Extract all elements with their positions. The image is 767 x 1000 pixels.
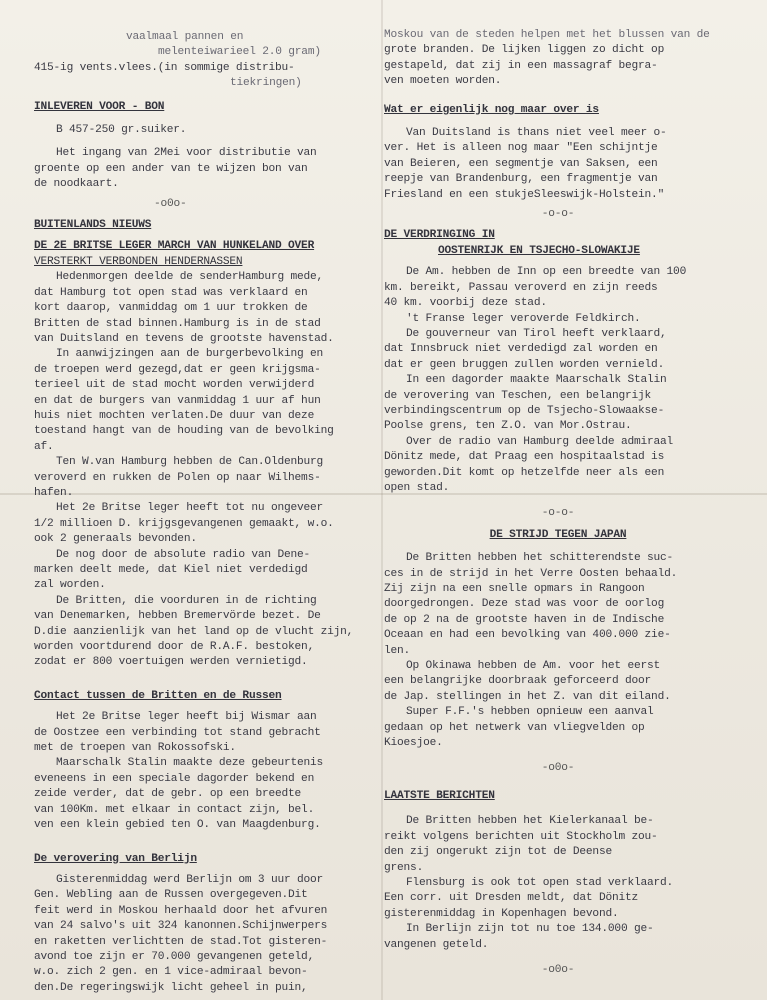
section-heading-buitenland: BUITENLANDS NIEUWS — [34, 219, 152, 232]
text-line: verbindingscentrum op de Tsjecho-Slowaakse- — [384, 404, 665, 417]
text-line: De Britten hebben het schitterendste suc- — [406, 552, 674, 565]
section-berlijn — [34, 873, 376, 996]
text-line: van Duitsland en tevens de grootste havenstad. — [34, 332, 334, 345]
text-line: Het ingang van 2Mei voor distributie van — [56, 147, 317, 160]
text-line: Britten de stad binnen.Hamburg is in de stad — [34, 317, 321, 330]
text-line: de Jap. stellingen in het Z. van dit eiland. — [384, 690, 671, 703]
section-contact — [34, 710, 376, 833]
text-line: vangenen geteld. — [384, 938, 489, 951]
text-line: reikt volgens berichten uit Stockholm zou- — [384, 830, 658, 843]
text-line: de noodkaart. — [34, 178, 119, 191]
text-line: melenteiwarieel 2.0 gram) — [158, 46, 321, 59]
text-line: den zij ongerukt zijn tot de Deense — [384, 846, 612, 859]
left-column — [34, 0, 376, 996]
text-line: In aanwijzingen aan de burgerbevolking en — [56, 348, 324, 361]
text-line: Poolse grens, ten Z.O. van Mor.Ostrau. — [384, 420, 632, 433]
section-inleveren — [34, 123, 376, 193]
text-line: D.die aanzienlijk van het land op de vlucht zijn, — [34, 625, 354, 638]
text-line: Oceaan en had een bevolking van 400.000 zie- — [384, 629, 671, 642]
section-laatste — [384, 814, 732, 953]
text-line: open stad. — [384, 481, 450, 494]
text-line: Kioesjoe. — [384, 737, 443, 750]
text-line: grote branden. De lijken liggen zo dicht op — [384, 44, 665, 57]
section-heading-laatste: LAATSTE BERICHTEN — [384, 789, 495, 802]
section-oost — [384, 265, 732, 496]
text-line: de verovering van Teschen, een belangrijk — [384, 389, 652, 402]
text-line: doorgedrongen. Deze stad was voor de oorlog — [384, 598, 665, 611]
text-line: dat Innsbruck niet verdedigd zal worden en — [384, 343, 658, 356]
text-line: Gen. Webling aan de Russen overgegeven.Dit — [34, 889, 308, 902]
text-line: zal worden. — [34, 579, 106, 592]
text-line: w.o. zich 2 gen. en 1 vice-admiraal bevon- — [34, 966, 308, 979]
text-line: De Britten hebben het Kielerkanaal be- — [406, 815, 654, 828]
text-line: ven een klein gebied ten O. van Maagdenburg. — [34, 819, 321, 832]
text-line: Een corr. uit Dresden meldt, dat Dönitz — [384, 892, 639, 905]
text-line: zodat er 800 voertuigen werden vernietigd. — [34, 656, 308, 669]
text-line: zeide verder, dat de gebr. op een breedte — [34, 788, 302, 801]
text-line: tiekringen) — [230, 77, 302, 90]
text-line: Het 2e Britse leger heeft tot nu ongeveer — [56, 502, 324, 515]
text-line: een belangrijke doorbraak geforceerd door — [384, 675, 652, 688]
text-line: de troepen werd gezegd,dat er geen krijgsma- — [34, 363, 321, 376]
section-heading-inleveren: INLEVEREN VOOR - BON — [34, 100, 165, 113]
separator: -o0o- — [154, 197, 187, 210]
text-line: Friesland en een stukjeSleeswijk-Holstein." — [384, 188, 665, 201]
fold-line-vertical — [381, 0, 383, 1000]
text-line: en dat de burgers van vanmiddag 1 uur af hun — [34, 394, 321, 407]
left-top-fragment-2 — [34, 61, 376, 92]
right-top-fragment — [384, 0, 732, 90]
text-line: met de troepen van Rokossofski. — [34, 742, 236, 755]
section-heading-contact: Contact tussen de Britten en de Russen — [34, 689, 282, 702]
section-heading-oost-1: DE VERDRINGING IN — [384, 229, 495, 242]
text-line: de op 2 na de grootste haven in de Indische — [384, 613, 665, 626]
text-line: Hedenmorgen deelde de senderHamburg mede, — [56, 271, 324, 284]
text-line: Over de radio van Hamburg deelde admiraal — [406, 435, 674, 448]
text-line: In een dagorder maakte Maarschalk Stalin — [406, 374, 667, 387]
text-line: Maarschalk Stalin maakte deze gebeurtenis — [56, 757, 324, 770]
text-line: den.De regeringswijk licht geheel in puin, — [34, 981, 308, 994]
text-line: dat Hamburg tot open stad was verklaard en — [34, 286, 308, 299]
text-line: van Denemarken, hebben Bremervörde bezet. De — [34, 610, 321, 623]
text-line: In Berlijn zijn tot nu toe 134.000 ge- — [406, 923, 654, 936]
separator: -o-o- — [541, 507, 575, 520]
text-line: af. — [34, 440, 54, 453]
section-heading-japan: DE STRIJD TEGEN JAPAN — [489, 528, 627, 541]
text-line: kort daarop, vanmiddag om 1 uur trokken de — [34, 302, 308, 315]
section-buitenland — [34, 270, 376, 671]
left-top-fragment — [34, 0, 376, 61]
separator: -o0o- — [541, 762, 575, 775]
text-line: De Am. hebben de Inn op een breedte van 100 — [406, 266, 687, 279]
text-line: Het 2e Britse leger heeft bij Wismar aan — [56, 711, 317, 724]
text-line: 40 km. voorbij deze stad. — [384, 297, 547, 310]
text-line: De gouverneur van Tirol heeft verklaard, — [406, 327, 667, 340]
section-japan — [384, 551, 732, 751]
text-line: len. — [384, 644, 411, 657]
separator: -o-o- — [541, 208, 575, 221]
separator: -o0o- — [541, 963, 575, 976]
section-subheading-2: VERSTERKT VERBONDEN HENDERNASSEN — [34, 255, 243, 268]
text-line: Super F.F.'s hebben opnieuw een aanval — [406, 706, 654, 719]
text-line: ook 2 generaals bevonden. — [34, 533, 197, 546]
text-line: marken deelt mede, dat Kiel niet verdedigd — [34, 564, 308, 576]
text-line: toestand hangt van de houding van de bevolking — [34, 425, 334, 438]
text-line: grens. — [384, 861, 424, 874]
text-line: gestapeld, dat zij in een massagraf begra- — [384, 59, 658, 72]
section-wat — [384, 126, 732, 203]
text-line: 1/2 millioen D. krijgsgevangenen gemaakt, w.o. — [34, 517, 334, 530]
text-line: ver. Het is alleen nog maar "Een schijntje — [384, 142, 658, 155]
right-column — [384, 0, 732, 984]
text-line: Moskou van de steden helpen met het blussen van de — [384, 29, 710, 41]
text-line: geworden.Dit komt op hetzelfde neer als een — [384, 466, 665, 479]
text-line: dat er geen bruggen zullen worden vernield. — [384, 358, 665, 371]
text-line: veroverd en rukken de Polen op naar Wilhems- — [34, 471, 321, 484]
section-heading-oost-2: OOSTENRIJK EN TSJECHO-SLOWAKIJE — [438, 244, 640, 257]
text-line: Gisterenmiddag werd Berlijn om 3 uur door — [56, 873, 324, 886]
text-line: 415-ig vents.vlees.(in sommige distribu- — [34, 61, 295, 74]
text-line: van 100Km. met elkaar in contact zijn, bel. — [34, 803, 315, 816]
text-line: avond toe zijn er 70.000 gevangenen geteld, — [34, 950, 315, 963]
text-line: gisterenmiddag in Kopenhagen bevond. — [384, 907, 619, 920]
text-line: Van Duitsland is thans niet veel meer o- — [406, 127, 667, 140]
text-line: de Oostzee een verbinding tot stand gebracht — [34, 726, 321, 739]
text-line: eveneens in een speciale dagorder bekend en — [34, 772, 315, 785]
text-line: worden voortdurend door de R.A.F. bestoken, — [34, 641, 315, 654]
text-line: van 24 salvo's uit 324 kanonnen.Schijnwerpers — [34, 920, 328, 933]
text-line: huis niet mochten verlaten.De duur van deze — [34, 409, 315, 422]
text-line: De nog door de absolute radio van Dene- — [56, 548, 311, 561]
text-line: reepje van Brandenburg, een fragmentje van — [384, 173, 658, 186]
text-line: ven moeten worden. — [384, 75, 502, 88]
text-line: terieel uit de stad mocht worden verwijderd — [34, 379, 315, 392]
text-line: ces in de strijd in het Verre Oosten behaald. — [384, 567, 678, 580]
text-line: vaalmaal pannen en — [126, 31, 244, 43]
text-line: Zij zijn na een snelle opmars in Rangoon — [384, 583, 645, 595]
text-line: km. bereikt, Passau veroverd en zijn reeds — [384, 281, 658, 294]
text-line: Op Okinawa hebben de Am. voor het eerst — [406, 660, 661, 673]
text-line: hafen. — [34, 486, 74, 499]
section-heading-berlijn: De verovering van Berlijn — [34, 852, 197, 865]
text-line: Dönitz mede, dat Praag een hospitaalstad is — [384, 451, 665, 464]
text-line: Ten W.van Hamburg hebben de Can.Oldenburg — [56, 456, 324, 469]
text-line: gedaan op het netwerk van vliegvelden op — [384, 721, 645, 734]
text-line: feit werd in Moskou herhaald door het afvuren — [34, 904, 328, 917]
section-subheading: DE 2E BRITSE LEGER MARCH VAN HUNKELAND OVER — [34, 240, 315, 253]
text-line: en raketten verlichtten de stad.Tot gisteren- — [34, 935, 328, 948]
text-line: 't Franse leger veroverde Feldkirch. — [406, 312, 641, 325]
text-line: B 457-250 gr.suiker. — [56, 124, 187, 137]
text-line: groente op een ander van te wijzen bon van — [34, 162, 308, 175]
section-heading-wat: Wat er eigenlijk nog maar over is — [384, 103, 599, 116]
text-line: De Britten, die voorduren in de richting — [56, 594, 317, 607]
text-line: Flensburg is ook tot open stad verklaard. — [406, 876, 674, 889]
text-line: van Beieren, een segmentje van Saksen, een — [384, 157, 658, 170]
